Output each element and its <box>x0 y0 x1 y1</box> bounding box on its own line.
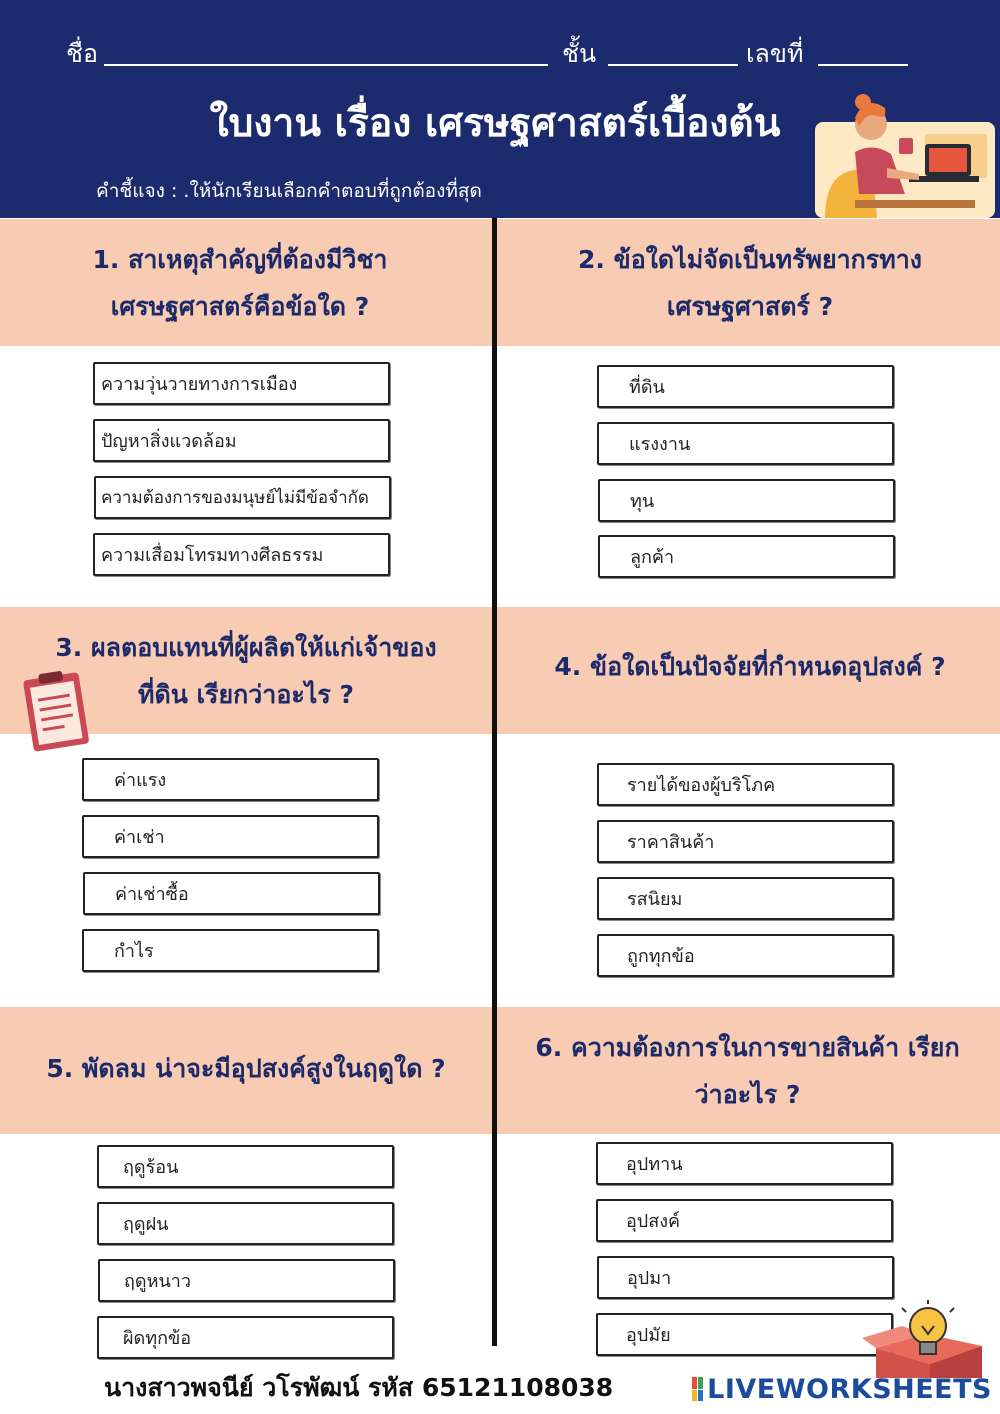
q1-option-3[interactable] <box>94 476 391 519</box>
number-label: เลขที่ <box>746 39 804 68</box>
option-label: ฤดูหนาว <box>124 1271 191 1292</box>
option-label: ถูกทุกข้อ <box>627 946 695 967</box>
q6-option-3[interactable] <box>597 1256 894 1299</box>
q2-option-2[interactable] <box>597 422 894 465</box>
worksheet-title: ใบงาน เรื่อง เศรษฐศาสตร์เบื้องต้น <box>209 101 781 146</box>
q3-option-4[interactable] <box>82 929 379 972</box>
option-label: ค่าเช่าซื้อ <box>115 884 189 905</box>
column-divider <box>492 218 497 1346</box>
q1-option-1[interactable] <box>93 362 390 405</box>
q1-option-4[interactable] <box>93 533 390 576</box>
q3-option-1[interactable] <box>82 758 379 801</box>
question-2-text: 2. ข้อใดไม่จัดเป็นทรัพยากรทาง เศรษฐศาสตร์ ? <box>578 245 922 321</box>
option-label: ราคาสินค้า <box>627 832 715 853</box>
q5-option-4[interactable] <box>97 1316 394 1359</box>
header-banner <box>0 0 1000 218</box>
class-label: ชั้น <box>562 39 597 68</box>
q4-option-4[interactable] <box>597 934 894 977</box>
question-6-text: 6. ความต้องการในการขายสินค้า เรียกว่าอะไร ? <box>535 1033 960 1109</box>
option-label: ฤดูร้อน <box>123 1157 179 1178</box>
option-label: ที่ดิน <box>629 377 665 398</box>
author-credit: นางสาวพจนีย์ วโรพัฒน์ รหัส 65121108038 <box>104 1373 614 1402</box>
liveworksheets-logo-icon <box>692 1377 703 1401</box>
q6-option-4[interactable] <box>596 1313 893 1356</box>
q5-option-2[interactable] <box>97 1202 394 1245</box>
option-label: ฤดูฝน <box>123 1214 169 1235</box>
q4-option-1[interactable] <box>597 763 894 806</box>
option-label: กำไร <box>114 941 154 962</box>
q2-option-3[interactable] <box>598 479 895 522</box>
question-3-text: 3. ผลตอบแทนที่ผู้ผลิตให้แก่เจ้าของ ที่ดิน เรียกว่าอะไร ? <box>55 633 437 709</box>
option-label: ค่าเช่า <box>114 827 165 848</box>
option-label: ความเสื่อมโทรมทางศีลธรรม <box>101 545 324 566</box>
q6-option-1[interactable] <box>596 1142 893 1185</box>
clipboard-icon <box>20 668 92 754</box>
instruction-text: คำชี้แจง : .ให้นักเรียนเลือกคำตอบที่ถูกต้องที่สุด <box>96 180 482 202</box>
option-label: ความวุ่นวายทางการเมือง <box>101 374 298 395</box>
option-label: ปัญหาสิ่งแวดล้อม <box>101 431 237 452</box>
option-label: อุปมัย <box>626 1325 671 1346</box>
option-label: อุปมา <box>627 1268 672 1289</box>
class-blank[interactable] <box>608 64 738 66</box>
option-label: ผิดทุกข้อ <box>123 1328 192 1349</box>
q2-option-4[interactable] <box>598 535 895 578</box>
q4-option-3[interactable] <box>597 877 894 920</box>
name-label: ชื่อ <box>66 39 98 68</box>
q6-option-2[interactable] <box>596 1199 893 1242</box>
option-label: ทุน <box>630 491 655 512</box>
lightbulb-box-icon <box>862 1298 998 1378</box>
number-blank[interactable] <box>818 64 908 66</box>
option-label: รสนิยม <box>627 889 683 910</box>
liveworksheets-logo <box>692 1370 992 1408</box>
q5-option-1[interactable] <box>97 1145 394 1188</box>
q3-option-2[interactable] <box>82 815 379 858</box>
option-label: อุปทาน <box>626 1154 683 1175</box>
q2-option-1[interactable] <box>597 365 894 408</box>
question-5-text: 5. พัดลม น่าจะมีอุปสงค์สูงในฤดูใด ? <box>46 1054 446 1083</box>
option-label: รายได้ของผู้บริโภค <box>627 775 776 796</box>
q5-option-3[interactable] <box>98 1259 395 1302</box>
question-1-text: 1. สาเหตุสำคัญที่ต้องมีวิชา เศรษฐศาสตร์คือข้อใด ? <box>92 245 388 321</box>
option-label: อุปสงค์ <box>626 1211 681 1232</box>
question-4-text: 4. ข้อใดเป็นปัจจัยที่กำหนดอุปสงค์ ? <box>554 651 946 681</box>
option-label: ลูกค้า <box>630 547 675 568</box>
liveworksheets-logo-text: LIVEWORKSHEETS <box>707 1373 992 1405</box>
option-label: แรงงาน <box>629 434 691 455</box>
student-laptop-illustration <box>815 82 995 218</box>
q1-option-2[interactable] <box>93 419 390 462</box>
name-blank[interactable] <box>104 64 548 66</box>
q4-option-2[interactable] <box>597 820 894 863</box>
option-label: ความต้องการของมนุษย์ไม่มีข้อจำกัด <box>101 488 369 508</box>
option-label: ค่าแรง <box>114 770 167 791</box>
q3-option-3[interactable] <box>83 872 380 915</box>
